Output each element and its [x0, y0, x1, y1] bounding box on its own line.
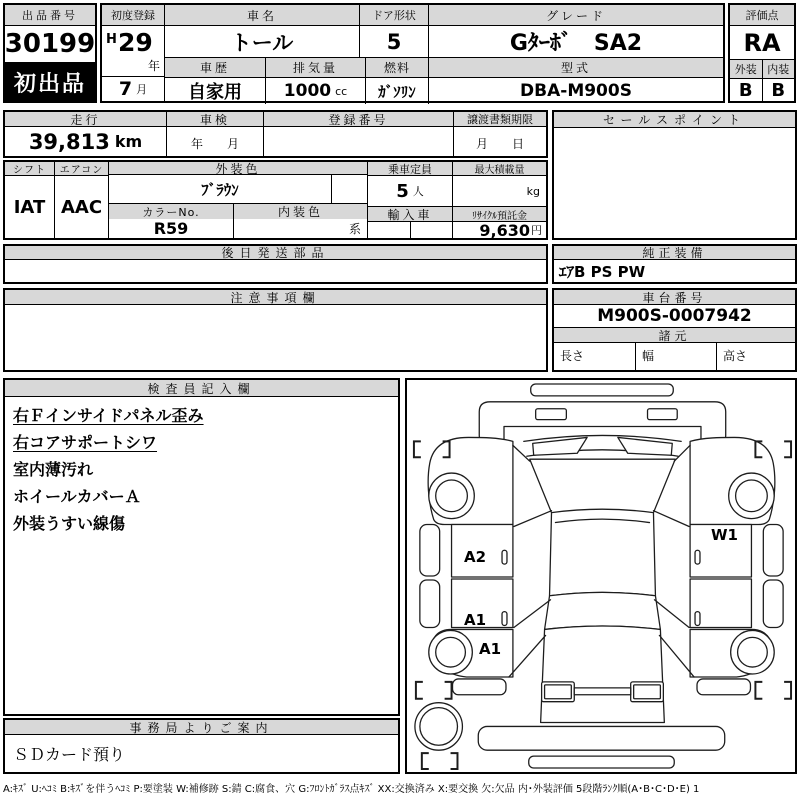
spec-width-label: 幅	[642, 349, 655, 363]
mileage-value: 39,813	[28, 129, 110, 154]
capacity-value: 5	[396, 180, 409, 202]
month-unit: 月	[136, 83, 148, 96]
capacity-unit: 人	[412, 185, 424, 198]
inspector-note-line: 右コアサポートシワ	[13, 433, 158, 452]
exterior-grade: B	[738, 79, 753, 101]
registration-number-label: 登録番号	[264, 112, 453, 127]
capacity-cell	[368, 176, 452, 207]
door-shape-value: 5	[386, 29, 402, 54]
inspection-value: 年 月	[190, 137, 239, 151]
damage-mark-rear-fender-left: A1	[479, 640, 502, 658]
car-name-value: トール	[230, 30, 294, 55]
exterior-color-value: ﾌﾞﾗｳﾝ	[201, 180, 239, 199]
shift-label: シフト	[5, 162, 54, 176]
aircon-label: エアコン	[55, 162, 108, 176]
mileage-table	[3, 110, 548, 158]
recycle-deposit-cell	[453, 222, 546, 238]
registration-number-value	[264, 127, 453, 156]
mileage-label: 走行	[5, 112, 166, 127]
grade-value: Gﾀｰﾎﾞ SA2	[509, 31, 643, 56]
aircon-value: AAC	[60, 196, 103, 218]
genuine-equipment-label: 純正装備	[554, 246, 795, 260]
office-notice-label: 事務局よりご案内	[5, 720, 398, 735]
registration-table	[100, 3, 725, 103]
recycle-deposit-label: ﾘｻｲｸﾙ預託金	[453, 207, 546, 222]
inspector-note-line: 右Ｆインサイドパネル歪み	[13, 406, 204, 425]
door-shape-label: ドア形状	[360, 5, 428, 26]
first-registration-year: 29	[118, 28, 153, 57]
capacity-label: 乗車定員	[368, 162, 452, 176]
year-unit: 年	[147, 59, 160, 73]
inspector-notes-box	[3, 378, 400, 716]
first-registration-month: 7	[118, 78, 133, 100]
inspector-note-line: 室内薄汚れ	[13, 460, 94, 479]
car-name-label: 車名	[165, 5, 359, 26]
color-no-value: R59	[153, 219, 189, 238]
damage-diagram	[405, 378, 797, 774]
fuel-value: ｶﾞｿﾘﾝ	[378, 82, 416, 101]
mileage-cell	[5, 127, 166, 156]
first-registration-month-cell	[102, 76, 164, 101]
interior-grade: B	[762, 79, 795, 101]
genuine-equipment-value: ｴｱB PS PW	[559, 262, 646, 281]
import-cell-left	[368, 222, 410, 238]
displacement-cell	[266, 78, 365, 104]
first-registration-label: 初度登録	[102, 5, 164, 26]
inspector-notes-body	[5, 397, 398, 714]
damage-mark-front-door-right: W1	[711, 526, 738, 544]
shift-value: IAT	[13, 196, 46, 218]
first-registration-year-cell	[102, 26, 164, 76]
damage-mark-rear-door-left: A1	[464, 611, 487, 629]
history-label: 車歴	[165, 58, 265, 78]
grade-label: グレード	[429, 5, 723, 26]
transfer-docs-value: 月 日	[475, 137, 524, 151]
later-parts-body	[5, 260, 546, 282]
sales-point-label: セールスポイント	[554, 112, 795, 128]
chassis-box	[552, 288, 797, 372]
recycle-deposit-value: 9,630	[479, 222, 530, 238]
inspector-note-line: 外装うすい線傷	[13, 514, 126, 533]
specs-label: 諸元	[554, 328, 795, 343]
displacement-label: 排気量	[266, 58, 365, 78]
notes-box	[3, 288, 548, 372]
interior-color-value: 系	[233, 219, 367, 238]
interior-color-label: 内装色	[233, 204, 367, 219]
rating-box	[728, 3, 796, 103]
equipment-table	[3, 160, 548, 240]
max-load-label: 最大積載量	[453, 162, 546, 176]
max-load-cell	[453, 176, 546, 207]
sales-point-body	[554, 128, 795, 238]
score-value: RA	[730, 26, 794, 60]
spec-width-cell	[635, 343, 716, 370]
genuine-equipment-box	[552, 244, 797, 284]
spec-height-cell	[716, 343, 795, 370]
fuel-label: 燃料	[366, 58, 428, 78]
inspector-note-line: ホイールカバーＡ	[13, 487, 141, 506]
later-parts-box	[3, 244, 548, 284]
interior-label: 内装	[762, 60, 795, 79]
model-label: 型式	[429, 58, 723, 78]
history-value: 自家用	[188, 82, 242, 103]
damage-mark-front-door-left: A2	[464, 548, 487, 566]
sales-point-box	[552, 110, 797, 240]
chassis-label: 車台番号	[554, 290, 795, 305]
recycle-deposit-unit: 円	[531, 224, 542, 237]
inspector-notes-label: 検査員記入欄	[5, 380, 398, 397]
mileage-unit: km	[114, 132, 143, 151]
first-listing-badge: 初出品	[5, 63, 95, 101]
lot-number-label: 出品番号	[5, 5, 95, 26]
damage-code-legend: A:ｷｽﾞ U:ﾍｺﾐ B:ｷｽﾞを伴うﾍｺﾐ P:要塗装 W:補修跡 S:錆 C:腐食、穴 G:ﾌﾛﾝﾄｶﾞﾗｽ点ｷｽﾞ XX:交換済み X:要交換 欠:欠品 内･外装評価 5段階ﾗﾝｸ順(A･B･C･D･E) 1	[3, 784, 700, 795]
car-outline-diagram	[407, 380, 795, 772]
era-letter: H	[106, 32, 117, 47]
spec-length-cell	[554, 343, 635, 370]
score-label: 評価点	[730, 5, 794, 26]
exterior-color-sub-cell	[331, 175, 367, 203]
notes-label: 注意事項欄	[5, 290, 546, 305]
spec-height-label: 高さ	[723, 349, 748, 363]
lot-number-box	[3, 3, 97, 103]
inspection-label: 車検	[167, 112, 263, 127]
transfer-docs-label: 譲渡書類期限	[454, 112, 546, 127]
lot-number-value: 30199	[5, 26, 95, 63]
import-cell-right	[410, 222, 452, 238]
import-label: 輸入車	[368, 207, 452, 222]
later-parts-label: 後日発送部品	[5, 246, 546, 260]
exterior-label: 外装	[730, 60, 762, 79]
office-notice-box	[3, 718, 400, 774]
chassis-number: M900S-0007942	[554, 305, 795, 328]
max-load-unit: kg	[526, 184, 540, 198]
notes-body	[5, 305, 546, 370]
office-notice-value: ＳＤカード預り	[13, 745, 126, 764]
spec-length-label: 長さ	[560, 349, 585, 363]
model-code-value: DBA-M900S	[520, 81, 632, 101]
displacement-value: 1000	[283, 81, 332, 101]
color-no-label: カラーNo.	[109, 204, 233, 219]
displacement-unit: cc	[335, 84, 348, 98]
exterior-color-label: 外装色	[109, 162, 367, 175]
